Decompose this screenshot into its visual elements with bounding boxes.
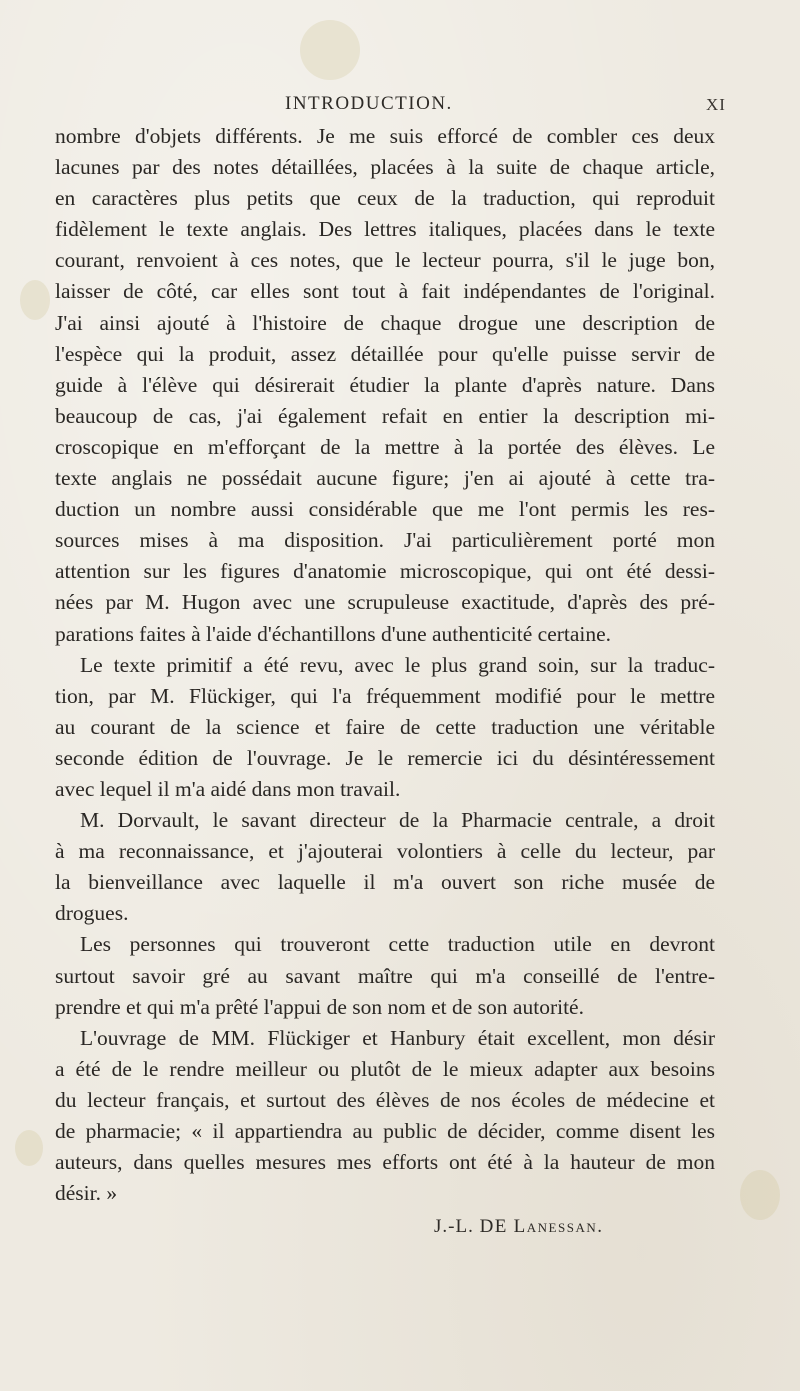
text-line: nées par M. Hugon avec une scrupuleuse exactitude, d'après des pré- — [55, 590, 715, 615]
text-line: l'espèce qui la produit, assez détaillée pour qu'elle puisse servir de — [55, 341, 715, 366]
text-line: tion, par M. Flückiger, qui l'a fréquemment modifié pour le mettre — [55, 683, 715, 708]
text-line: désir. » — [55, 1181, 118, 1206]
text-line: au courant de la science et faire de cette traduction une véritable — [55, 714, 715, 739]
text-line: sources mises à ma disposition. J'ai particulièrement porté mon — [55, 528, 715, 553]
text-line: avec lequel il m'a aidé dans mon travail. — [55, 776, 401, 801]
text-line: en caractères plus petits que ceux de la traduction, qui reproduit — [55, 186, 715, 211]
text-line: du lecteur français, et surtout des élèves de nos écoles de médecine et — [55, 1087, 715, 1112]
text-line: de pharmacie; « il appartiendra au public de décider, comme disent les — [55, 1119, 715, 1143]
text-line: M. Dorvault, le savant directeur de la Pharmacie centrale, a droit — [80, 808, 715, 833]
text-line: auteurs, dans quelles mesures mes efforts ont été à la hauteur de mon — [55, 1150, 715, 1175]
signature-surname: Lanessan. — [513, 1216, 604, 1237]
text-line: J'ai ainsi ajouté à l'histoire de chaque drogue une description de — [55, 310, 715, 335]
text-line: guide à l'élève qui désirerait étudier la plante d'après nature. Dans — [55, 372, 715, 397]
text-line: attention sur les figures d'anatomie microscopique, qui ont été dessi- — [55, 559, 715, 584]
text-line: laisser de côté, car elles sont tout à fait indépendantes de l'original. — [55, 279, 715, 304]
text-line: beaucoup de cas, j'ai également refait en entier la description mi- — [55, 403, 715, 428]
text-line: surtout savoir gré au savant maître qui m'a conseillé de l'entre- — [55, 963, 715, 988]
text-line: courant, renvoient à ces notes, que le lecteur pourra, s'il le juge bon, — [55, 248, 715, 273]
page-number: XI — [706, 95, 726, 114]
paper-stain — [20, 280, 50, 320]
text-line: nombre d'objets différents. Je me suis efforcé de combler ces deux — [55, 124, 715, 148]
text-line: texte anglais ne possédait aucune figure; j'en ai ajouté à cette tra- — [55, 466, 715, 491]
signature-initials: J.-L. — [434, 1216, 474, 1237]
text-line: drogues. — [55, 901, 129, 926]
text-line: a été de le rendre meilleur ou plutôt de le mieux adapter aux besoins — [55, 1056, 715, 1081]
paper-stain — [15, 1130, 43, 1166]
body-text — [55, 121, 715, 1209]
text-line: la bienveillance avec laquelle il m'a ouvert son riche musée de — [55, 870, 715, 895]
text-line: duction un nombre aussi considérable que me l'ont permis les res- — [55, 497, 715, 522]
paper-stain — [740, 1170, 780, 1220]
text-line: prendre et qui m'a prêté l'appui de son nom et de son autorité. — [55, 994, 584, 1019]
running-header: INTRODUCTION. — [285, 93, 453, 114]
text-line: fidèlement le texte anglais. Des lettres italiques, placées dans le texte — [55, 217, 715, 242]
signature-particle: DE — [479, 1216, 508, 1237]
paper-stain — [300, 20, 360, 80]
text-line: L'ouvrage de MM. Flückiger et Hanbury était excellent, mon désir — [80, 1025, 715, 1050]
author-signature — [434, 1216, 603, 1238]
text-line: parations faites à l'aide d'échantillons d'une authenticité certaine. — [55, 621, 612, 646]
text-line: lacunes par des notes détaillées, placées à la suite de chaque article, — [55, 155, 715, 180]
text-line: Le texte primitif a été revu, avec le plus grand soin, sur la traduc- — [80, 652, 715, 677]
text-line: croscopique en m'efforçant de la mettre à la portée des élèves. Le — [55, 434, 715, 459]
text-line: Les personnes qui trouveront cette traduction utile en devront — [80, 932, 715, 957]
text-line: à ma reconnaissance, et j'ajouterai volontiers à celle du lecteur, par — [55, 839, 715, 864]
text-line: seconde édition de l'ouvrage. Je le remercie ici du désintéressement — [55, 745, 715, 770]
